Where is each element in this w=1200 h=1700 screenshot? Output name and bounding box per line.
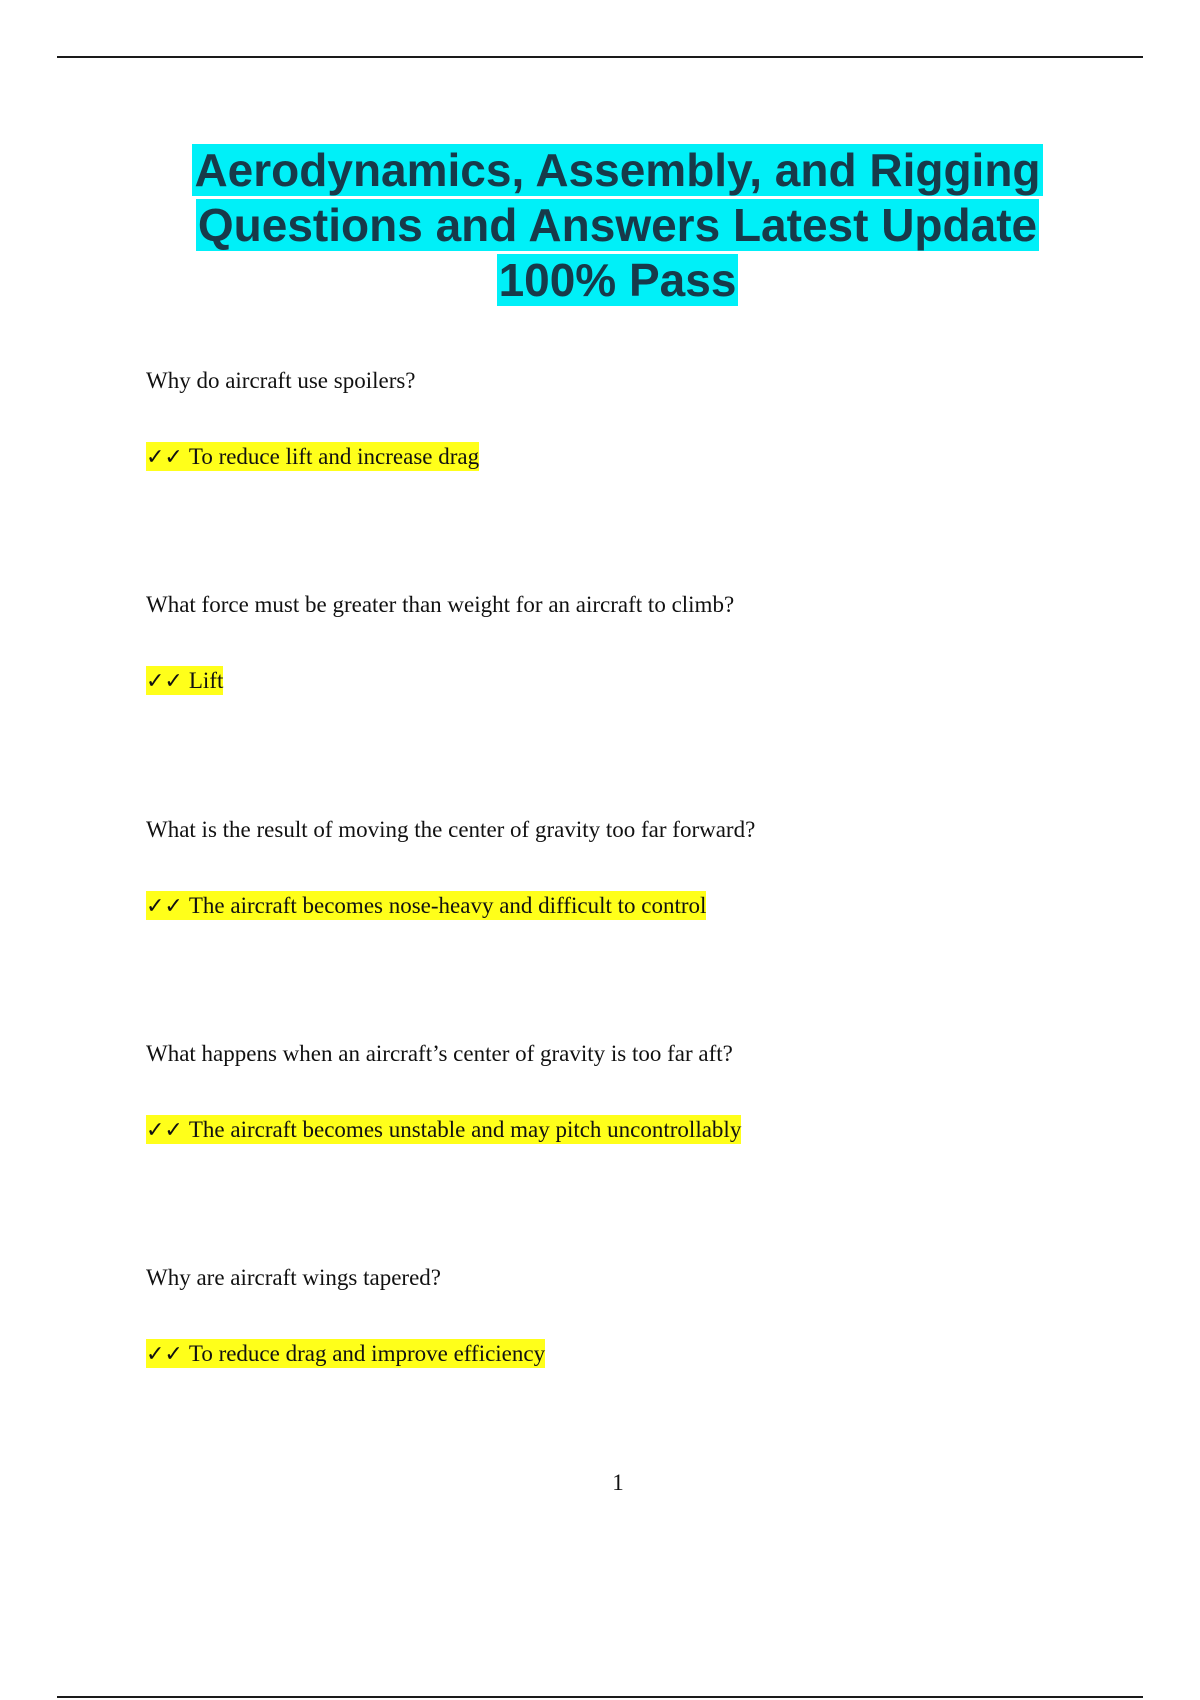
answer-highlight bbox=[146, 1339, 545, 1368]
answer-text bbox=[146, 1339, 1046, 1370]
answer-highlight bbox=[146, 442, 479, 471]
qa-item bbox=[146, 1263, 1046, 1370]
double-check-icon: ✓✓ bbox=[146, 894, 183, 919]
answer-label: To reduce lift and increase drag bbox=[188, 444, 480, 469]
answer-text bbox=[146, 442, 1046, 473]
title-highlight: Aerodynamics, Assembly, and Rigging Questions and Answers Latest Update 100% Pass bbox=[194, 144, 1041, 306]
answer-label: The aircraft becomes nose-heavy and difficult to control bbox=[188, 893, 707, 918]
document-title bbox=[140, 143, 1095, 308]
answer-label: To reduce drag and improve efficiency bbox=[188, 1341, 546, 1366]
top-rule bbox=[57, 56, 1143, 58]
qa-item bbox=[146, 815, 1046, 922]
answer-highlight bbox=[146, 891, 706, 920]
double-check-icon: ✓✓ bbox=[146, 1342, 183, 1367]
answer-highlight bbox=[146, 666, 223, 695]
qa-item bbox=[146, 1039, 1046, 1146]
answer-text bbox=[146, 1115, 1046, 1146]
page-number: 1 bbox=[612, 1470, 624, 1495]
answer-text bbox=[146, 891, 1046, 922]
qa-item bbox=[146, 366, 1046, 473]
qa-item bbox=[146, 590, 1046, 697]
double-check-icon: ✓✓ bbox=[146, 445, 183, 470]
question-text: Why are aircraft wings tapered? bbox=[146, 1265, 442, 1290]
question-text: Why do aircraft use spoilers? bbox=[146, 368, 416, 393]
question-text: What is the result of moving the center of gravity too far forward? bbox=[146, 817, 756, 842]
double-check-icon: ✓✓ bbox=[146, 1118, 183, 1143]
answer-text bbox=[146, 666, 1046, 697]
answer-label: The aircraft becomes unstable and may pitch uncontrollably bbox=[188, 1117, 742, 1142]
question-text: What happens when an aircraft’s center of gravity is too far aft? bbox=[146, 1041, 733, 1066]
answer-label: Lift bbox=[188, 668, 224, 693]
double-check-icon: ✓✓ bbox=[146, 669, 183, 694]
question-text: What force must be greater than weight for an aircraft to climb? bbox=[146, 592, 735, 617]
bottom-rule bbox=[57, 1696, 1143, 1698]
answer-highlight bbox=[146, 1115, 741, 1144]
